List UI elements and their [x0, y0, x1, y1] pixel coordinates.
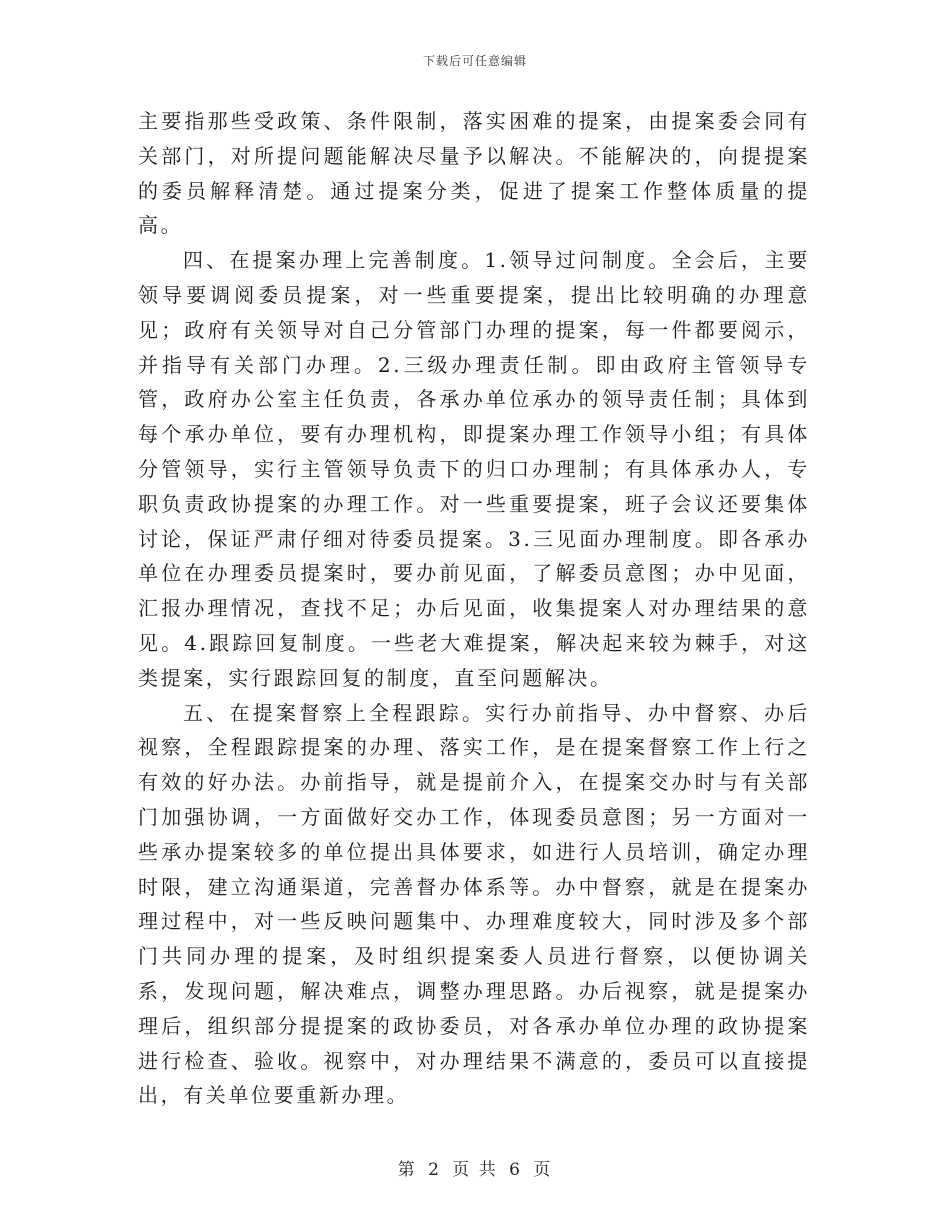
footer-suffix: 页 [533, 1160, 553, 1180]
footer-prefix: 第 [397, 1160, 417, 1180]
paragraph-continuation: 主要指那些受政策、条件限制，落实困难的提案，由提案委会同有关部门，对所提问题能解决尽量予以解决。不能解决的，向提提案的委员解释清楚。通过提案分类，促进了提案工作整体质量的提高。 [138, 109, 810, 238]
footer-middle: 页 共 [452, 1160, 498, 1180]
document-body [138, 104, 810, 1113]
footer-total-pages: 6 [509, 1160, 522, 1180]
footer-current-page: 2 [428, 1160, 441, 1180]
paragraph-section-five: 五、在提案督察上全程跟踪。实行办前指导、办中督察、办后视察，全程跟踪提案的办理、落实工作，是在提案督察工作上行之有效的好办法。办前指导，就是提前介入，在提案交办时与有关部门加强协调，一方面做好交办工作，体现委员意图；另一方面对一些承办提案较多的单位提出具体要求，如进行人员培训，确定办理时限，建立沟通渠道，完善督办体系等。办中督察，就是在提案办理过程中，对一些反映问题集中、办理难度较大，同时涉及多个部门共同办理的提案，及时组织提案委人员进行督察，以便协调关系，发现问题，解决难点，调整办理思路。办后视察，就是提案办理后，组织部分提提案的政协委员，对各承办单位办理的政协提案进行检查、验收。视察中，对办理结果不满意的，委员可以直接提出，有关单位要重新办理。 [138, 700, 810, 1108]
paragraph-section-four: 四、在提案办理上完善制度。1.领导过问制度。全会后，主要领导要调阅委员提案，对一些重要提案，提出比较明确的办理意见；政府有关领导对自己分管部门办理的提案，每一件都要阅示，并指导有关部门办理。2.三级办理责任制。即由政府主管领导专管，政府办公室主任负责，各承办单位承办的领导责任制；具体到每个承办单位，要有办理机构，即提案办理工作领导小组；有具体分管领导，实行主管领导负责下的归口办理制；有具体承办人，专职负责政协提案的办理工作。对一些重要提案，班子会议还要集体讨论，保证严肃仔细对待委员提案。3.三见面办理制度。即各承办单位在办理委员提案时，要办前见面，了解委员意图；办中见面，汇报办理情况，查找不足；办后见面，收集提案人对办理结果的意见。4.跟踪回复制度。一些老大难提案，解决起来较为棘手，对这类提案，实行跟踪回复的制度，直至问题解决。 [138, 248, 810, 690]
page-footer [0, 1155, 950, 1180]
page-header: 下载后可任意编辑 [422, 54, 527, 68]
